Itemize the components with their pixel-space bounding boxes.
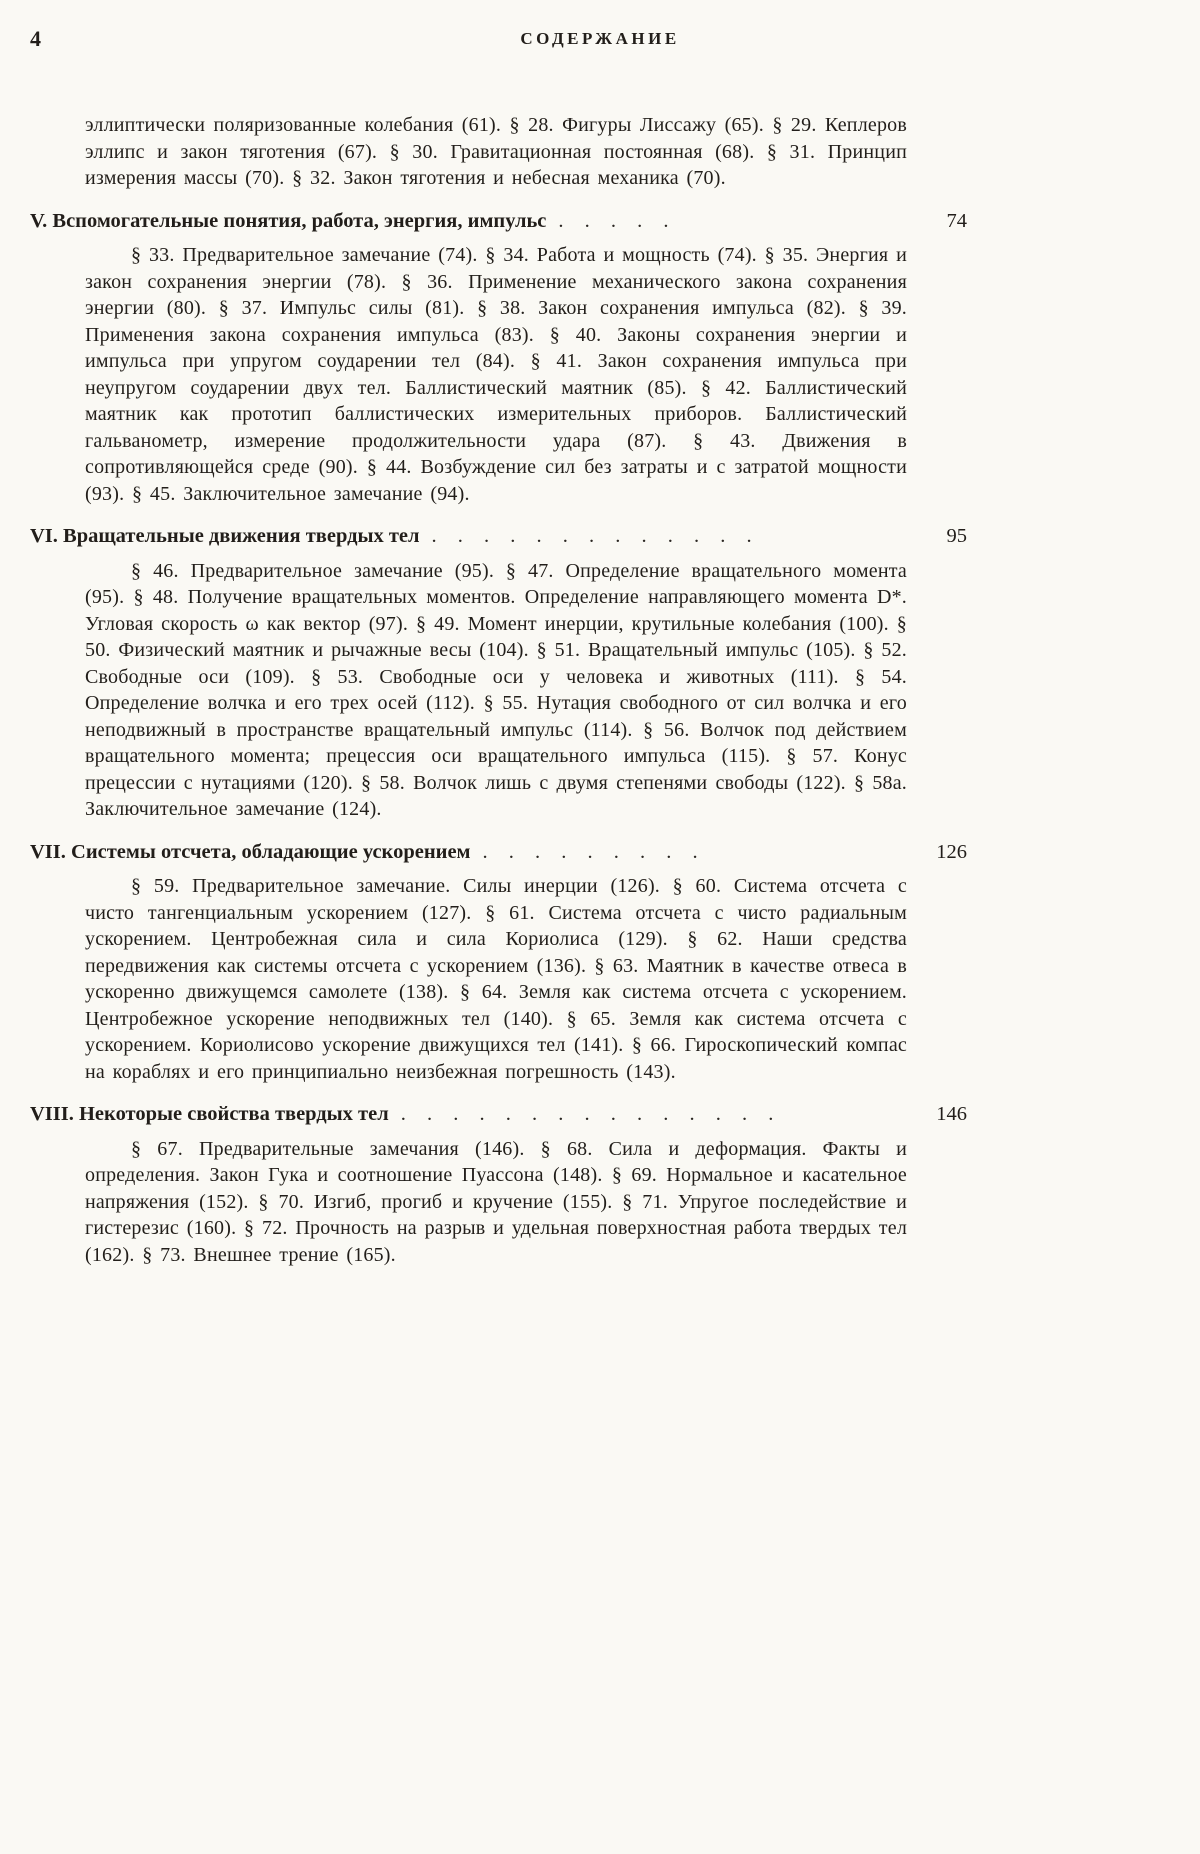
chapter-page-number: 95 (946, 525, 967, 547)
chapter-sections: § 33. Предварительное замечание (74). § 34. Работа и мощность (74). § 35. Энергия и закон сохранения энергии (78). § 36. Применение механического закона сохранения энергии (80). § 37. Импульс силы (81). § 38. Закон сохранения импульса (82). § 39. Применения закона сохранения импульса (83). § 40. Законы сохранения энергии и импульса при упругом соударении тел (84). § 41. Закон сохранения импульса при неупругом соударении двух тел. Баллистический маятник (85). § 42. Баллистический маятник как прототип баллистических измерительных приборов. Баллистический гальванометр, измерение продолжительности удара (87). § 43. Движения в сопротивляющейся среде (90). § 44. Возбуждение сил без затраты и с затратой мощности (93). § 45. Заключительное замечание (94). (85, 244, 907, 505)
table-of-contents (30, 112, 967, 1268)
running-head (0, 26, 1200, 58)
chapter-heading (30, 523, 967, 550)
chapter-title: VIII. Некоторые свойства твердых тел (30, 1103, 389, 1125)
chapter-title: VI. Вращательные движения твердых тел (30, 525, 420, 547)
chapter-page-number: 74 (946, 209, 967, 232)
chapter-sections: § 59. Предварительное замечание. Силы инерции (126). § 60. Система отсчета с чисто тангенциальным ускорением (127). § 61. Система отсчета с чисто радиальным ускорением. Центробежная сила и сила Кориолиса (129). § 62. Наши средства передвижения как системы отсчета с ускорением (136). § 63. Маятник в качестве отвеса в ускоренно движущемся самолете (138). § 64. Земля как система отсчета с ускорением. Центробежное ускорение неподвижных тел (140). § 65. Земля как система отсчета с ускорением. Кориолисово ускорение движущихся тел (141). § 66. Гироскопический компас на кораблях и его принципиально неизбежная погрешность (143). (85, 875, 907, 1083)
chapter-title: V. Вспомогательные понятия, работа, энергия, импульс (30, 209, 547, 232)
chapter-heading (30, 839, 967, 866)
page-number: 4 (30, 26, 41, 51)
leader-dots: . . . . . . . . . . . . . . . (400, 1103, 782, 1125)
leader-dots: . . . . . . . . . (482, 840, 706, 863)
chapter-heading (30, 1101, 967, 1128)
chapter-page-number: 126 (936, 840, 967, 863)
chapter-heading (30, 208, 967, 235)
leader-dots: . . . . . (558, 209, 677, 232)
leader-dots: . . . . . . . . . . . . . (431, 525, 760, 547)
chapter-sections: § 46. Предварительное замечание (95). § 47. Определение вращательного момента (95). § 48. Получение вращательных моментов. Определение направляющего момента D*. Угловая скорость ω как вектор (97). § 49. Момент инерции, крутильные колебания (100). § 50. Физический маятник и рычажные весы (104). § 51. Вращательный импульс (105). § 52. Свободные оси (109). § 53. Свободные оси у человека и животных (111). § 54. Определение волчка и его трех осей (112). § 55. Нутация свободного от сил волчка и его неподвижный в пространстве вращательный импульс (114). § 56. Волчок под действием вращательного момента; прецессия оси вращательного импульса (115). § 57. Конус прецессии с нутациями (120). § 58. Волчок лишь с двумя степенями свободы (122). § 58а. Заключительное замечание (124). (85, 559, 907, 820)
chapter-sections: § 67. Предварительные замечания (146). § 68. Сила и деформация. Факты и определения. Закон Гука и соотношение Пуассона (148). § 69. Нормальное и касательное напряжения (152). § 70. Изгиб, прогиб и кручение (155). § 71. Упругое последействие и гистерезис (160). § 72. Прочность на разрыв и удельная поверхностная работа твердых тел (162). § 73. Внешнее трение (165). (85, 1137, 907, 1266)
chapter-title: VII. Системы отсчета, обладающие ускорением (30, 840, 471, 863)
toc-continuation-paragraph: эллиптически поляризованные колебания (61). § 28. Фигуры Лиссажу (65). § 29. Кеплеров эллипс и закон тяготения (67). § 30. Гравитационная постоянная (68). § 31. Принцип измерения массы (70). § 32. Закон тяготения и небесная механика (70). (85, 114, 907, 189)
running-title: СОДЕРЖАНИЕ (520, 29, 680, 48)
chapter-page-number: 146 (936, 1103, 967, 1125)
